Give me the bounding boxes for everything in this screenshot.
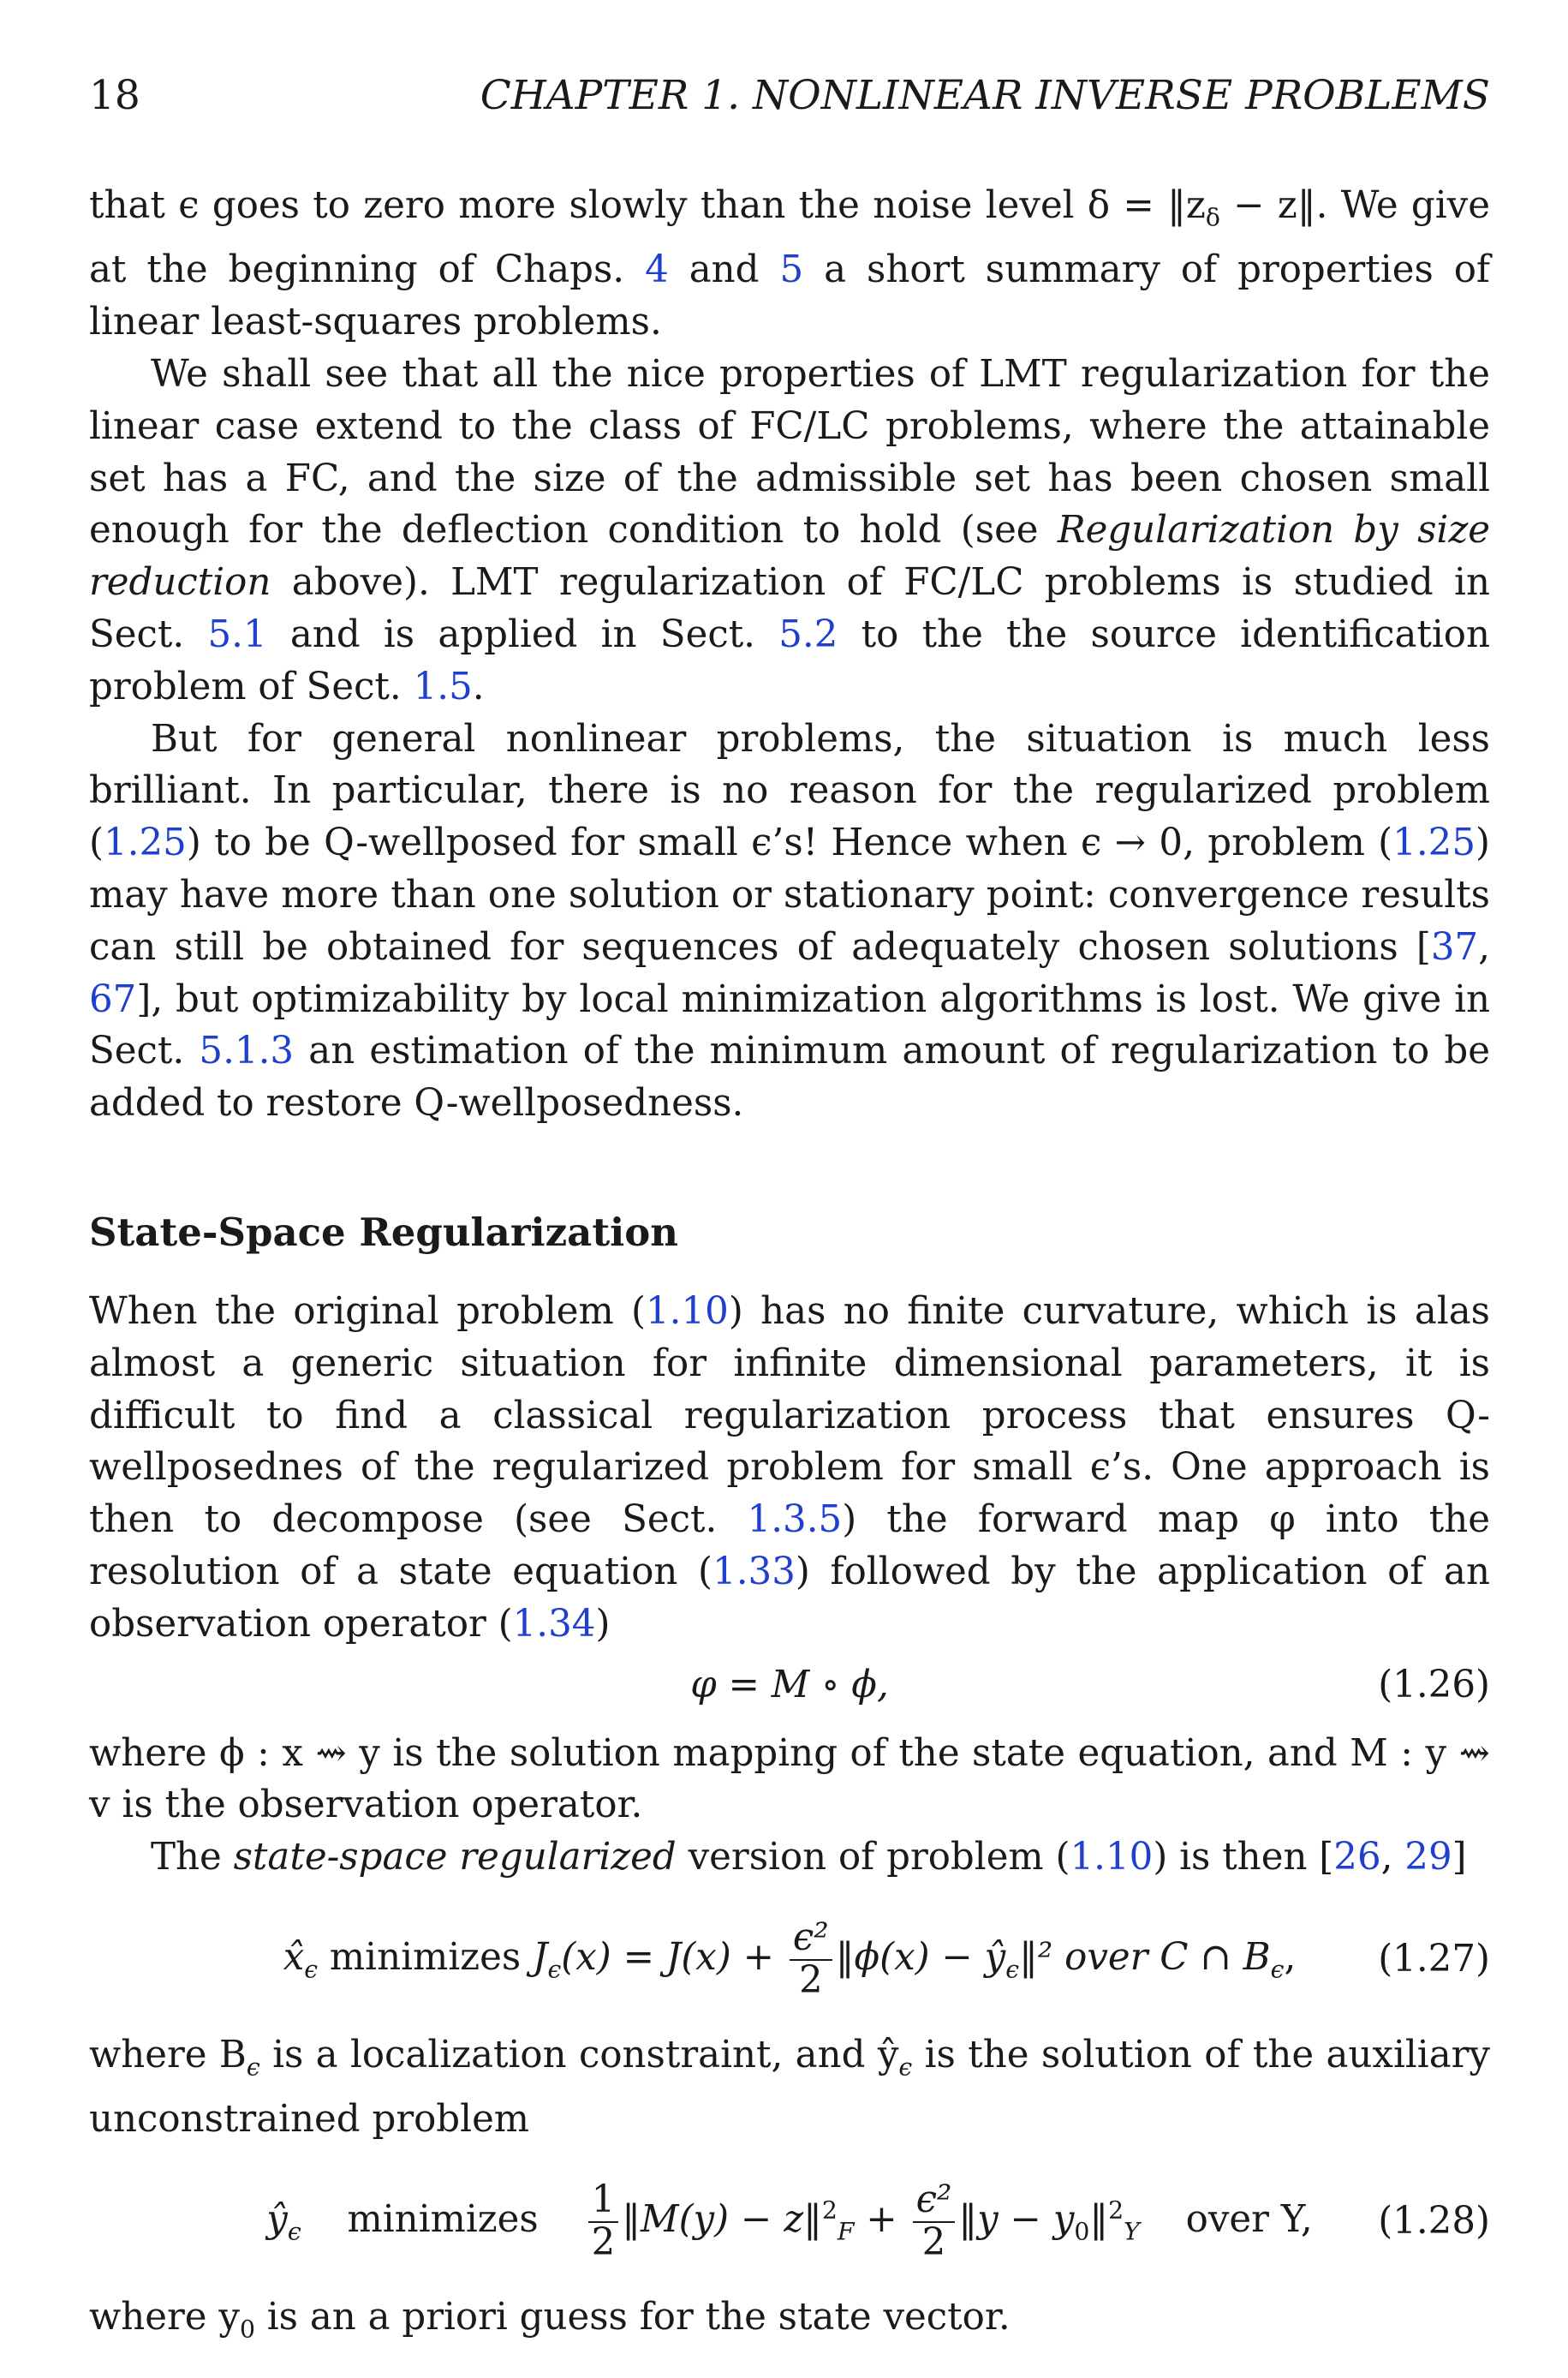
text: ) may have more than one solution or stationary point: convergence results can still be obtained for sequences of adequately chosen solutions [	[89, 822, 1490, 969]
paragraph-3	[89, 714, 1490, 1130]
text: ,	[1380, 1836, 1405, 1879]
ref-link-eq-1-34[interactable]: 1.34	[512, 1602, 596, 1646]
text: +	[854, 2198, 909, 2242]
text: and	[668, 248, 780, 292]
paragraph-4	[89, 1286, 1490, 1651]
math: ŷ	[266, 2198, 288, 2242]
ref-link-sect-5-2[interactable]: 5.2	[778, 613, 838, 657]
paragraph-2	[89, 349, 1490, 714]
text: minimizes	[347, 2198, 539, 2242]
equation-number: (1.26)	[1378, 1663, 1490, 1706]
text: is an a priori guess for the state vector.	[254, 2296, 1011, 2339]
text: an estimation of the minimum amount of regularization to be added to restore Q-wellposedness.	[89, 1030, 1490, 1126]
paragraph-5	[89, 1728, 1490, 1832]
math: ‖y − y	[958, 2198, 1075, 2242]
math: (x) = J(x) +	[561, 1935, 775, 1979]
subscript: ϵ	[547, 1955, 562, 1984]
text: ,	[1478, 925, 1490, 969]
ref-link-eq-1-10[interactable]: 1.10	[646, 1290, 729, 1334]
text: But for general nonlinear problems, the situation is much less brilliant. In particular, there is no reason for the regularized problem (	[89, 717, 1490, 865]
superscript: 2	[821, 2196, 838, 2225]
text: .	[472, 665, 485, 708]
ref-link-eq-1-25[interactable]: 1.25	[1392, 822, 1476, 865]
text: where y	[89, 2296, 240, 2339]
page-number: 18	[89, 72, 140, 119]
fraction	[790, 1918, 832, 2002]
equation-number: (1.28)	[1378, 2200, 1490, 2244]
equation-body	[89, 1918, 1490, 2002]
denominator: 2	[591, 2221, 616, 2265]
chapter-title: CHAPTER 1. NONLINEAR INVERSE PROBLEMS	[480, 72, 1490, 119]
text: ‖	[1089, 2198, 1109, 2242]
ref-link-sect-1-3-5[interactable]: 1.3.5	[747, 1498, 843, 1542]
subscript: Y	[1124, 2217, 1140, 2246]
text: ,	[1284, 1935, 1297, 1979]
paragraph-6	[89, 1831, 1490, 1884]
text: over Y,	[1185, 2198, 1313, 2242]
ref-link-eq-1-33[interactable]: 1.33	[712, 1550, 796, 1594]
ref-link-eq-1-25[interactable]: 1.25	[103, 822, 187, 865]
text: above). LMT regularization of FC/LC problems is studied in Sect.	[89, 561, 1490, 657]
citation-link-37[interactable]: 37	[1430, 925, 1479, 969]
text: The	[151, 1836, 234, 1879]
subscript: δ	[1205, 203, 1220, 232]
text: a short summary of properties of linear least-squares problems.	[89, 248, 1491, 344]
subscript: ϵ	[287, 2217, 301, 2246]
equation-1-26	[89, 1659, 1490, 1719]
section-heading: State-Space Regularization	[89, 1210, 678, 1256]
italic-text: Regularization by size reduction	[89, 509, 1490, 605]
text: ) followed by the application of an observation operator (	[89, 1550, 1490, 1646]
citation-link-26[interactable]: 26	[1333, 1836, 1381, 1879]
text: When the original problem (	[89, 1290, 646, 1334]
paragraph-8	[89, 2291, 1490, 2356]
paragraph-7	[89, 2029, 1490, 2146]
text: − z‖. We give at the beginning of Chaps.	[89, 184, 1490, 292]
superscript: 2	[1108, 2196, 1124, 2225]
denominator: 2	[798, 1958, 823, 2002]
numerator: 1	[588, 2180, 619, 2223]
fraction	[913, 2180, 956, 2264]
math: ‖ϕ(x) − ŷ	[835, 1935, 1006, 1979]
ref-link-sect-5-1-3[interactable]: 5.1.3	[199, 1030, 295, 1073]
text: version of problem (	[676, 1836, 1070, 1879]
text: is a localization constraint, and ŷ	[259, 2034, 899, 2076]
equation-body	[89, 2180, 1490, 2264]
subscript: 0	[1074, 2217, 1090, 2246]
numerator: ϵ²	[790, 1918, 832, 1961]
text: )	[595, 1602, 611, 1646]
paragraph-1	[89, 180, 1490, 349]
numerator: ϵ²	[913, 2180, 956, 2223]
math: ‖M(y) − z‖	[622, 2198, 822, 2242]
text: We shall see that all the nice properties of LMT regularization for the linear case extend to the class of FC/LC problems, where the attainable set has a FC, and the size of the admissible set has been chosen small enough for the deflection condition to hold (see	[89, 353, 1490, 553]
text: ], but optimizability by local minimization algorithms is lost. We give in Sect.	[89, 977, 1490, 1073]
text: ) to be Q-wellposed for small ϵ’s! Hence when ϵ → 0, problem (	[186, 822, 1393, 865]
ref-link-sect-5-1[interactable]: 5.1	[207, 613, 267, 657]
ref-link-chap-5[interactable]: 5	[779, 248, 804, 292]
equation-number: (1.27)	[1378, 1938, 1490, 1981]
subscript: ϵ	[898, 2052, 913, 2082]
fraction	[588, 2180, 619, 2264]
ref-link-sect-1-5[interactable]: 1.5	[413, 665, 473, 708]
equation-body: φ = M ∘ ϕ,	[690, 1663, 889, 1706]
denominator: 2	[921, 2221, 946, 2265]
text: and is applied in Sect.	[266, 613, 779, 657]
text: ) is then [	[1153, 1836, 1334, 1879]
ref-link-chap-4[interactable]: 4	[645, 248, 669, 292]
text: ) has no finite curvature, which is alas almost a generic situation for infinite dimensional parameters, it is difficult to find a classical regularization process that ensures Q-wellposednes of the regularized problem for small ϵ’s. One approach is then to decompose (see Sect.	[89, 1290, 1490, 1542]
subscript: ϵ	[246, 2052, 260, 2082]
citation-link-29[interactable]: 29	[1404, 1836, 1452, 1879]
citation-link-67[interactable]: 67	[89, 977, 137, 1021]
text: minimizes	[318, 1935, 533, 1979]
subscript: ϵ	[304, 1955, 319, 1984]
text: that ϵ goes to zero more slowly than the noise level δ = ‖z	[89, 184, 1206, 227]
text: where ϕ : x ⇝ y is the solution mapping of the state equation, and M : y ⇝ v is the observation operator.	[89, 1731, 1490, 1827]
subscript: 0	[239, 2315, 255, 2344]
page-body	[89, 180, 1490, 2357]
running-header	[89, 72, 1490, 123]
math: ‖² over C ∩ B	[1019, 1935, 1271, 1979]
text: where B	[89, 2034, 247, 2076]
text: is the solution of the auxiliary unconstrained problem	[89, 2034, 1490, 2142]
subscript: F	[837, 2217, 855, 2246]
math: J	[533, 1935, 548, 1979]
text: ) the forward map φ into the resolution of a state equation (	[89, 1498, 1490, 1594]
equation-1-28	[89, 2154, 1490, 2283]
ref-link-eq-1-10[interactable]: 1.10	[1070, 1836, 1154, 1879]
math: x̂	[283, 1935, 305, 1979]
subscript: ϵ	[1005, 1955, 1020, 1984]
equation-1-27	[89, 1892, 1490, 2021]
text: to the the source identification problem of Sect.	[89, 613, 1490, 708]
italic-text: state-space regularized	[233, 1836, 677, 1879]
subscript: ϵ	[1270, 1955, 1285, 1984]
text: ]	[1452, 1836, 1467, 1879]
